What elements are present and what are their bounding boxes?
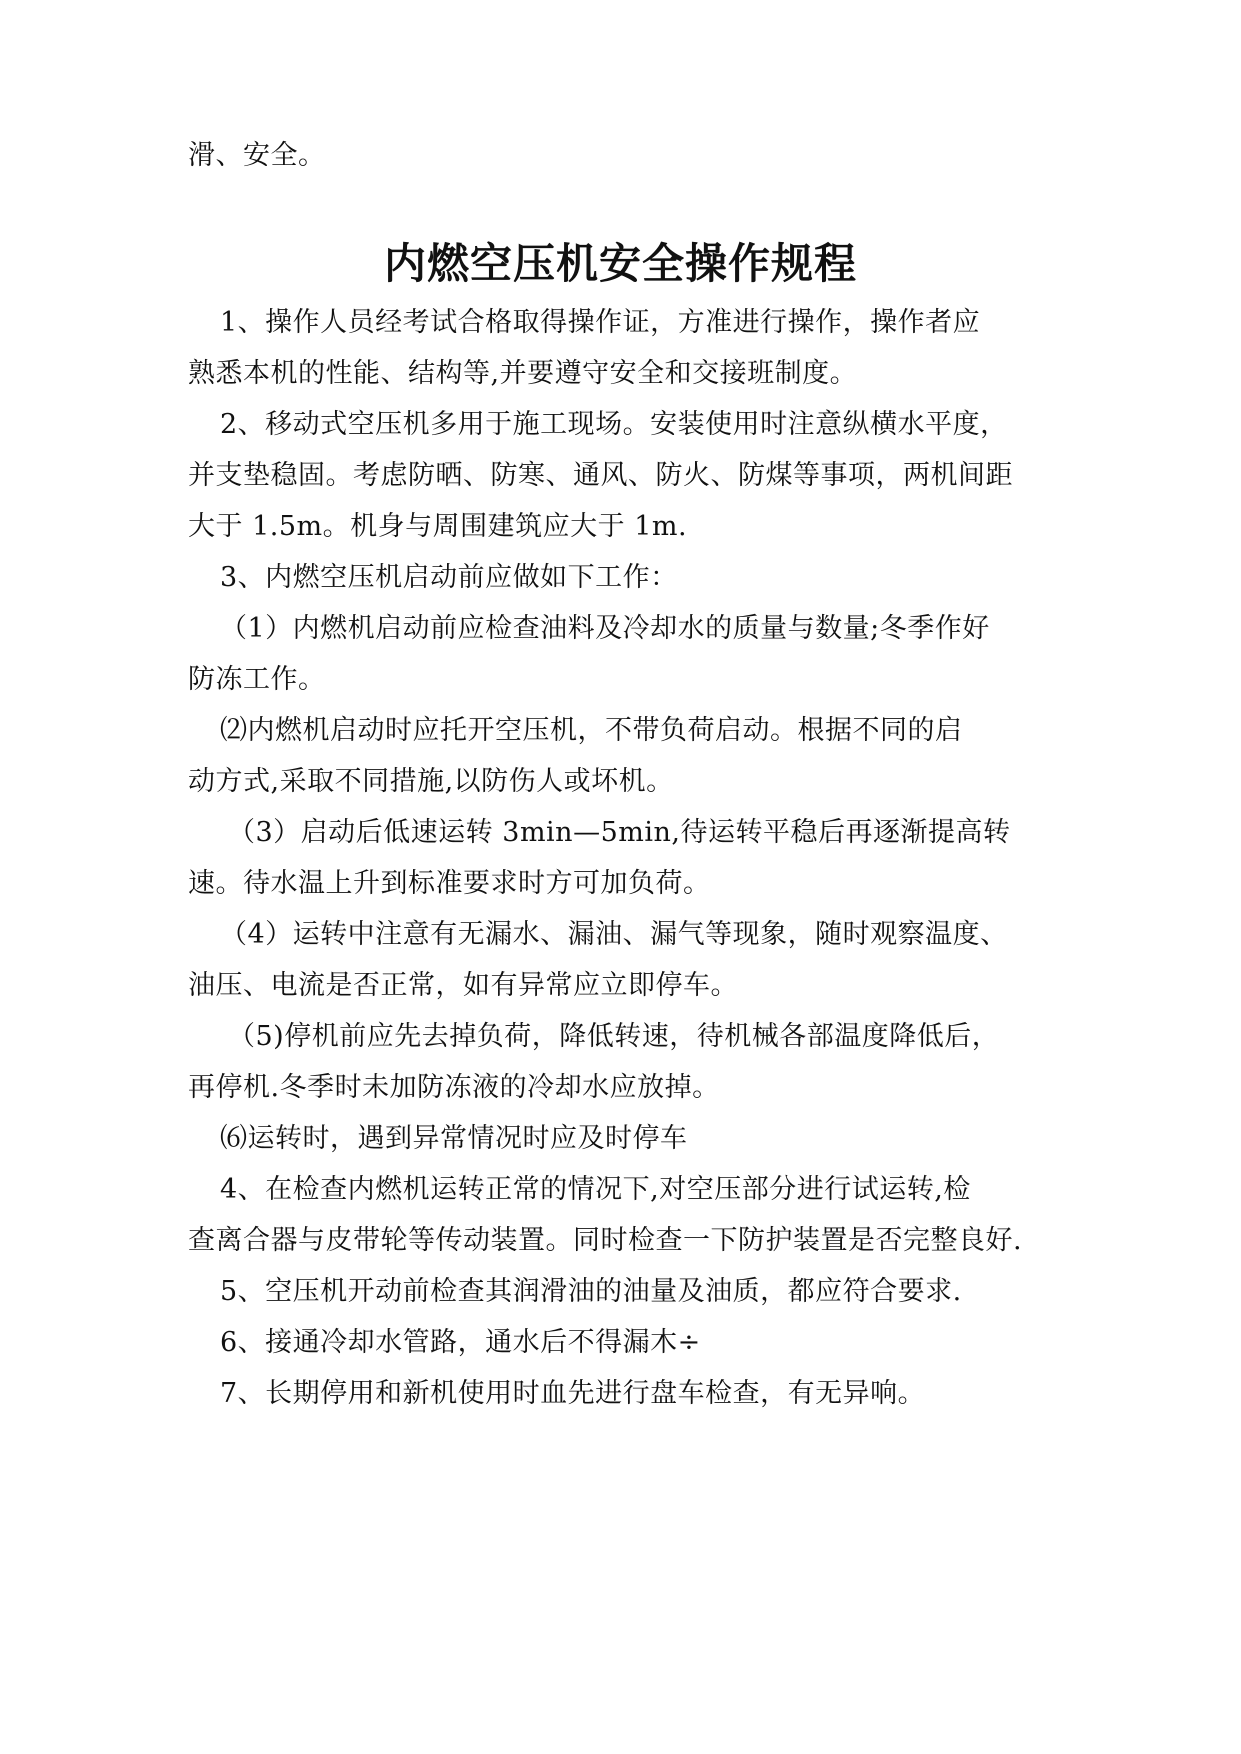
paragraph-line: 3、内燃空压机启动前应做如下工作： [220,562,678,593]
paragraph-line: 再停机.冬季时未加防冻液的冷却水应放掉。 [188,1072,720,1103]
paragraph-line: （5)停机前应先去掉负荷，降低转速，待机械各部温度降低后， [228,1021,1000,1052]
paragraph-line: 并支垫稳固。考虑防晒、防寒、通风、防火、防煤等事项，两机间距 [188,460,1013,491]
paragraph-line: 大于 1.5m。机身与周围建筑应大于 1m. [188,511,688,542]
paragraph-line: 4、在检查内燃机运转正常的情况下,对空压部分进行试运转,检 [220,1174,971,1205]
paragraph-line: 熟悉本机的性能、结构等,并要遵守安全和交接班制度。 [188,358,858,389]
paragraph-line: 7、长期停用和新机使用时血先进行盘车检查，有无异响。 [220,1378,926,1409]
paragraph-line: （4）运转中注意有无漏水、漏油、漏气等现象，随时观察温度、 [220,919,1008,950]
paragraph-line: 2、移动式空压机多用于施工现场。安装使用时注意纵横水平度， [220,409,1008,440]
paragraph-line: 速。待水温上升到标准要求时方可加负荷。 [188,868,711,899]
paragraph-line: 动方式,采取不同措施,以防伤人或坏机。 [188,766,674,797]
paragraph-line: 油压、电流是否正常，如有异常应立即停车。 [188,970,738,1001]
paragraph-line: ⑹运转时，遇到异常情况时应及时停车 [220,1123,688,1154]
paragraph-line: 6、接通冷却水管路，通水后不得漏木÷ [220,1327,701,1358]
paragraph-line: 1、操作人员经考试合格取得操作证，方准进行操作，操作者应 [220,307,981,338]
paragraph-line: 5、空压机开动前检查其润滑油的油量及油质，都应符合要求. [220,1276,962,1307]
paragraph-line: 查离合器与皮带轮等传动装置。同时检查一下防护装置是否完整良好. [188,1225,1023,1256]
paragraph-line: （3）启动后低速运转 3min—5min,待运转平稳后再逐渐提高转 [228,817,1011,848]
document-title: 内燃空压机安全操作规程 [383,239,857,288]
paragraph-line: 防冻工作。 [188,664,326,695]
paragraph-line: （1）内燃机启动前应检查油料及冷却水的质量与数量;冬季作好 [220,613,990,644]
paragraph-line: ⑵内燃机启动时应托开空压机，不带负荷启动。根据不同的启 [220,715,963,746]
continuation-text: 滑、安全。 [188,140,326,171]
